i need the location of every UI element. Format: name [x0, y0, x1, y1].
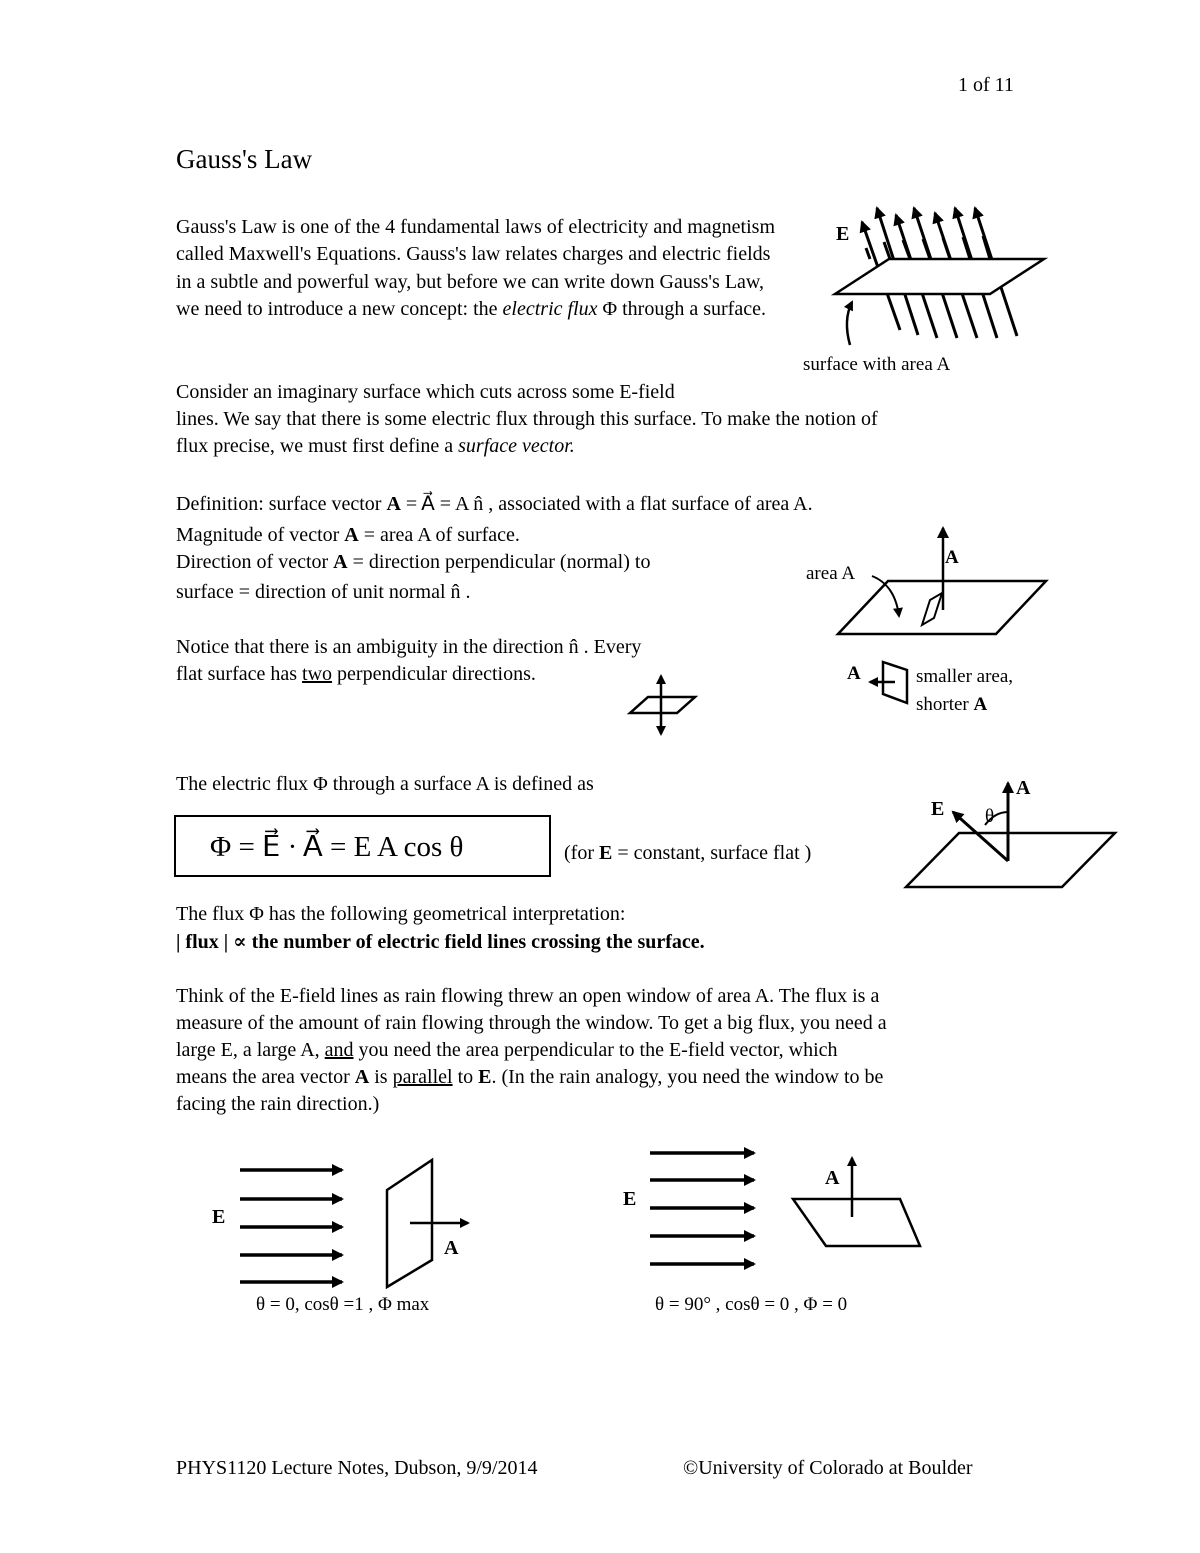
ambiguity-line-1: Notice that there is an ambiguity in the direction n̂ . Every: [176, 636, 642, 658]
intro-text-b: Φ through a surface.: [597, 297, 766, 320]
fig6-label-a: A: [444, 1237, 459, 1259]
rain-line-4f: . (In the rain analogy, you need the window to be: [491, 1066, 884, 1088]
flux-equation: Φ = E⃗ · A⃗ = E A cos θ: [210, 831, 464, 863]
fig2-small-patch: [922, 593, 942, 625]
fig6-caption: θ = 0, cosθ =1 , Φ max: [256, 1294, 430, 1315]
fig7-label-e: E: [623, 1188, 637, 1210]
rain-line-3-underlined: and: [324, 1039, 354, 1061]
page-number: 1 of 11: [958, 74, 1014, 96]
magnitude-text-c: = area A of surface.: [358, 524, 520, 546]
fig5-label-a: A: [1016, 777, 1031, 799]
fig7-window: [793, 1199, 920, 1246]
consider-line-3-emphasis: surface vector.: [458, 435, 575, 457]
surface-parallelogram: [835, 259, 1044, 294]
fig6-label-e: E: [212, 1206, 226, 1228]
fig3-caption-2: shorter A: [916, 694, 988, 715]
definition-suffix: associated with a flat surface of area A.: [498, 493, 813, 515]
fig5-label-e: E: [931, 798, 945, 820]
fig7-field-lines: [650, 1153, 754, 1264]
rain-line-4a: means the area vector: [176, 1066, 355, 1088]
fig2-vector-label: A: [945, 547, 959, 568]
intro-text-a: Gauss's Law is one of the 4 fundamental laws of electricity and magnetism called Maxwell's Equations. Gauss's law relates charges and electric fields in a subtle and powerful way, but before we can write down Gauss's Law, we need to introduce a new concept: the: [176, 216, 775, 320]
equation-note-c: = constant, surface flat ): [612, 842, 812, 864]
rain-line-5: facing the rain direction.): [176, 1093, 380, 1115]
fig5-surface: [906, 833, 1115, 887]
ambiguity-text-a: flat surface has: [176, 663, 303, 685]
fig7-label-a: A: [825, 1167, 840, 1189]
definition-prefix: Definition: surface vector: [176, 493, 387, 515]
fig1-caption: surface with area A: [803, 354, 951, 375]
fig4-surface: [630, 697, 695, 713]
rain-line-3b: you need the area perpendicular to the E-field vector, which: [353, 1039, 838, 1061]
footer-left: PHYS1120 Lecture Notes, Dubson, 9/9/2014: [176, 1457, 538, 1479]
direction-text-a: Direction of vector: [176, 551, 334, 573]
fig5-label-theta: θ: [985, 806, 995, 827]
consider-line-2: lines. We say that there is some electric flux through this surface. To make the notion of: [176, 408, 878, 430]
direction-text-c: = direction perpendicular (normal) to: [347, 551, 651, 573]
ambiguity-underlined: two: [302, 663, 333, 685]
rain-line-2: measure of the amount of rain flowing through the window. To get a big flux, you need a: [176, 1012, 887, 1034]
fig3-caption-1: smaller area,: [916, 666, 1014, 687]
definition-vector-a: A: [386, 493, 401, 515]
footer-right: ©University of Colorado at Boulder: [683, 1457, 973, 1479]
definition-equation: = A⃗ = A n̂ ,: [400, 493, 499, 515]
geometric-intro: The flux Φ has the following geometrical interpretation:: [176, 903, 626, 925]
rain-line-4-vector-a: A: [354, 1066, 370, 1088]
flux-definition: The electric flux Φ through a surface A is defined as: [176, 773, 594, 795]
rain-line-4-underlined: parallel: [392, 1066, 453, 1088]
magnitude-text-a: Magnitude of vector: [176, 524, 345, 546]
ambiguity-text-b: perpendicular directions.: [332, 663, 536, 685]
fig7-caption: θ = 90° , cosθ = 0 , Φ = 0: [655, 1294, 848, 1315]
consider-line-3a: flux precise, we must first define a: [176, 435, 459, 457]
rain-line-4c: is: [369, 1066, 393, 1088]
rain-line-4d: to: [452, 1066, 479, 1088]
rain-line-1: Think of the E-field lines as rain flowing threw an open window of area A. The flux is a: [176, 985, 880, 1007]
fig6-field-lines: [240, 1170, 342, 1282]
geometric-statement: | flux | ∝ the number of electric field lines crossing the surface.: [176, 931, 705, 953]
fig3-vector-label: A: [847, 663, 861, 684]
page-title: Gauss's Law: [176, 144, 313, 174]
fig1-label-e: E: [836, 223, 850, 245]
direction-line-2: surface = direction of unit normal n̂ .: [176, 581, 471, 603]
consider-line-1: Consider an imaginary surface which cuts across some E-field: [176, 381, 675, 403]
equation-note-a: (for: [564, 842, 599, 864]
magnitude-vector: A: [344, 524, 359, 546]
direction-vector: A: [333, 551, 348, 573]
equation-note-e: E: [598, 842, 613, 864]
intro-emphasis: electric flux: [502, 297, 598, 320]
fig2-area-label: area A: [806, 563, 856, 584]
rain-line-4-vector-e: E: [478, 1066, 492, 1088]
rain-line-3a: large E, a large A,: [176, 1039, 325, 1061]
